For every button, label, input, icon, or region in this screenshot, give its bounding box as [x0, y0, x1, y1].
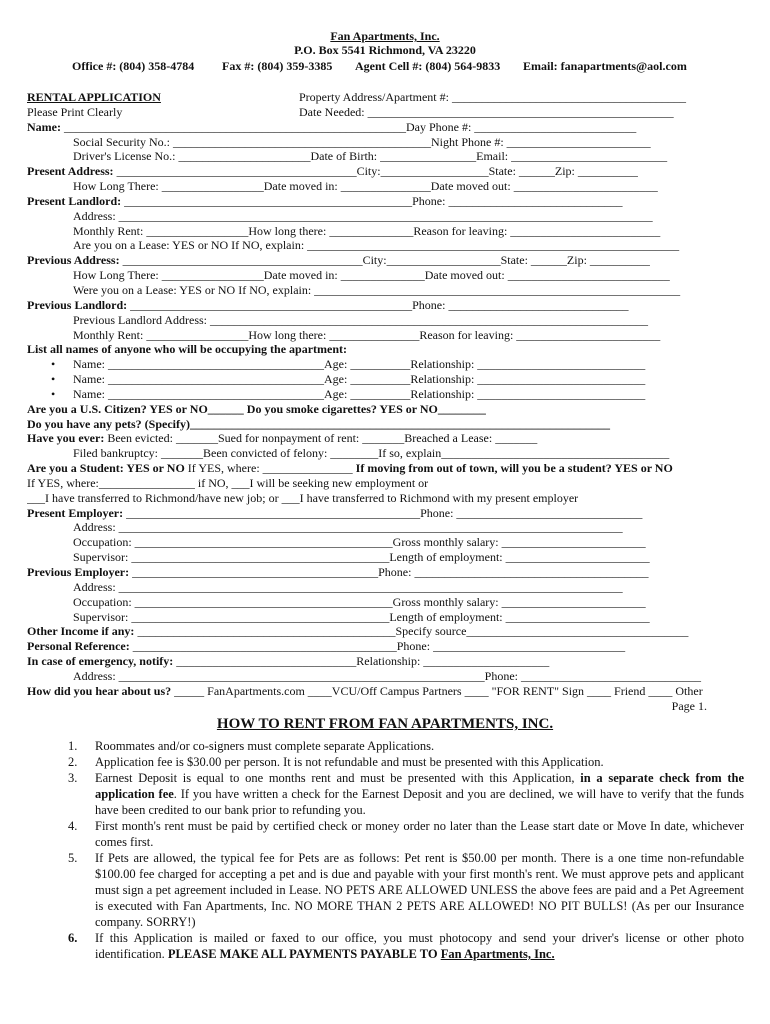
occupant-field: Name: ____________________________________Age: __________Relationship: ____________________________	[73, 357, 646, 372]
name-field[interactable]	[27, 120, 747, 135]
personal-reference-blanks: ____________________________________________Phone: ________________________________	[129, 639, 626, 654]
item-text-cont: . If you have written a check for the Earnest Deposit and you are declined, we will have to verify that the funds have been credited to our bank prior to refunding you.	[95, 787, 744, 817]
occupant-row[interactable]	[27, 387, 747, 402]
rental-application-form	[27, 90, 747, 713]
instructions-heading: HOW TO RENT FROM FAN APARTMENTS, INC.	[216, 716, 554, 732]
instruction-item	[68, 850, 744, 930]
occupant-field: Name: ____________________________________Age: __________Relationship: ____________________________	[73, 372, 646, 387]
referral-source-field[interactable]	[27, 684, 747, 699]
previous-landlord-address-field[interactable]: Previous Landlord Address: _________________________________________________________________________	[73, 312, 648, 327]
instruction-item	[68, 770, 744, 818]
personal-reference-field[interactable]	[27, 639, 747, 654]
payment-note: PLEASE MAKE ALL PAYMENTS PAYABLE TO	[167, 947, 441, 961]
other-income-field[interactable]	[27, 624, 747, 639]
hear-about-label: How did you hear about us?	[27, 683, 172, 698]
present-landlord-label: Present Landlord:	[27, 193, 122, 208]
history-field[interactable]	[27, 431, 747, 446]
present-landlord-field[interactable]	[27, 194, 747, 209]
have-you-ever-label: Have you ever:	[27, 431, 105, 446]
previous-employer-label: Previous Employer:	[27, 565, 130, 579]
present-address-field[interactable]	[27, 164, 747, 179]
print-clearly-row	[27, 105, 747, 120]
occupant-row[interactable]	[27, 372, 747, 387]
previous-how-long-field[interactable]: How Long There: _________________Date moved in: ______________Date moved out: ___________________________	[73, 268, 670, 283]
instruction-item	[68, 754, 744, 770]
referral-options: _____ FanApartments.com ____VCU/Off Campus Partners ____ "FOR RENT" Sign ____ Friend ____ Other	[171, 683, 703, 698]
occupant-row[interactable]	[27, 357, 747, 372]
previous-lease-field[interactable]: Were you on a Lease: YES or NO If NO, explain: _____________________________________________________________	[73, 282, 681, 297]
citizen-smoker-field[interactable]: Are you a U.S. Citizen? YES or NO______ Do you smoke cigarettes? YES or NO________	[27, 401, 486, 416]
instruction-item	[68, 930, 744, 962]
previous-address-blanks: ________________________________________City:___________________State: ______Zip: __________	[119, 253, 650, 268]
print-clearly-note: Please Print Clearly	[27, 104, 123, 119]
payee-name: Fan Apartments, Inc.	[440, 947, 555, 961]
previous-landlord-field[interactable]	[27, 298, 747, 313]
instruction-item	[68, 738, 744, 754]
present-employer-label: Present Employer:	[27, 505, 124, 520]
company-address: P.O. Box 5541 Richmond, VA 23220	[294, 43, 476, 57]
student-label: Are you a Student: YES or NO	[27, 461, 185, 476]
present-address-label: Present Address:	[27, 164, 114, 179]
emergency-blanks: ______________________________Relationship: _____________________	[173, 654, 550, 669]
present-address-blanks: ________________________________________City:__________________State: ______Zip: __________	[113, 164, 638, 179]
emergency-contact-field[interactable]	[27, 654, 747, 669]
landlord-address-field[interactable]: Address: _________________________________________________________________________________________	[73, 208, 653, 223]
bullet-icon: •	[51, 386, 56, 401]
name-label: Name:	[27, 119, 61, 134]
previous-supervisor-field[interactable]: Supervisor: ___________________________________________Length of employment: ________________________	[73, 609, 650, 624]
present-employer-field[interactable]	[27, 506, 747, 521]
item-number: 4.	[68, 819, 78, 833]
date-needed-field[interactable]: Date Needed: ___________________________________________________	[299, 104, 674, 119]
emergency-address-field[interactable]: Address: _____________________________________________________________Phone: ______________________________	[73, 668, 701, 683]
previous-address-label: Previous Address:	[27, 253, 120, 268]
present-employer-blanks: _________________________________________________Phone: _______________________________	[123, 505, 643, 520]
occupation-field[interactable]: Occupation: ___________________________________________Gross monthly salary: ________________________	[73, 535, 646, 550]
occupants-heading: List all names of anyone who will be occupying the apartment:	[27, 342, 348, 357]
item-number: 3.	[68, 771, 78, 785]
item-text: Application fee is $30.00 per person. It is not refundable and must be presented with this Application.	[95, 755, 604, 769]
company-name: Fan Apartments, Inc.	[330, 29, 440, 43]
transfer-field[interactable]: ___I have transferred to Richmond/have new job; or ___I have transferred to Richmond with my present employer	[27, 490, 579, 505]
instructions-list	[68, 738, 744, 962]
personal-reference-label: Personal Reference:	[27, 639, 130, 654]
item-number: 6.	[68, 931, 78, 945]
other-income-label: Other Income if any:	[27, 624, 135, 639]
item-number: 2.	[68, 755, 78, 769]
how-long-there-field[interactable]: How Long There: _________________Date moved in: _______________Date moved out: ________________________	[73, 179, 658, 194]
previous-monthly-rent-field[interactable]: Monthly Rent: _________________How long there: _______________Reason for leaving: ________________________	[73, 327, 661, 342]
item-text: Roommates and/or co-signers must complete separate Applications.	[95, 739, 435, 753]
agent-cell: Agent Cell #: (804) 564-9833	[355, 59, 501, 73]
supervisor-field[interactable]: Supervisor: ___________________________________________Length of employment: ________________________	[73, 550, 650, 565]
email: Email: fanapartments@aol.com	[523, 59, 687, 73]
property-address-field[interactable]: Property Address/Apartment #: _______________________________________	[299, 90, 686, 104]
student-field[interactable]	[27, 461, 747, 476]
name-blanks: _________________________________________________________Day Phone #: ___________________________	[60, 119, 637, 134]
other-income-blanks: ___________________________________________Specify source_____________________________________	[134, 624, 689, 639]
student-where: If YES, where: _______________	[184, 461, 356, 476]
lease-field[interactable]: Are you on a Lease: YES or NO If NO, explain: ______________________________________________________________	[73, 238, 680, 253]
item-text: Earnest Deposit is equal to one months rent and must be presented with this Application,	[95, 771, 581, 785]
office-phone: Office #: (804) 358-4784	[72, 59, 195, 73]
form-title-row	[27, 90, 747, 105]
item-text: First month's rent must be paid by certified check or money order no later than the Lease start date or Move In date, whichever comes first.	[95, 819, 744, 849]
moving-student-label: If moving from out of town, will you be a student? YES or NO	[355, 461, 673, 476]
previous-address-field[interactable]	[27, 253, 747, 268]
previous-employer-address-field[interactable]: Address: ____________________________________________________________________________________	[73, 579, 623, 594]
bankruptcy-field[interactable]: Filed bankruptcy: _______Been convicted of felony: ________If so, explain______________________________________	[73, 446, 670, 461]
employer-address-field[interactable]: Address: ____________________________________________________________________________________	[73, 520, 623, 535]
present-landlord-blanks: ________________________________________________Phone: _____________________________	[121, 193, 623, 208]
occupant-field: Name: ____________________________________Age: __________Relationship: ____________________________	[73, 386, 646, 401]
bullet-icon: •	[51, 357, 56, 372]
previous-employer-blanks: _________________________________________Phone: _______________________________________	[129, 565, 649, 579]
item-number: 1.	[68, 739, 78, 753]
instruction-item	[68, 818, 744, 850]
previous-occupation-field[interactable]: Occupation: ___________________________________________Gross monthly salary: ________________________	[73, 594, 646, 609]
item-number: 5.	[68, 851, 78, 865]
history-blanks: Been evicted: _______Sued for nonpayment of rent: _______Breached a Lease: _______	[104, 431, 538, 446]
previous-employer-field[interactable]	[27, 565, 747, 580]
previous-landlord-label: Previous Landlord:	[27, 297, 128, 312]
ssn-field[interactable]: Social Security No.: ___________________________________________Night Phone #: ________________________	[73, 134, 651, 149]
pets-field[interactable]: Do you have any pets? (Specify)______________________________________________________________________	[27, 416, 611, 431]
emergency-label: In case of emergency, notify:	[27, 654, 174, 669]
item-emphasis: in a separate check from the application fee	[95, 771, 745, 801]
license-field[interactable]: Driver's License No.: ______________________Date of Birth: ________________Email: __________________________	[73, 149, 668, 164]
monthly-rent-field[interactable]: Monthly Rent: _________________How long there: ______________Reason for leaving: _________________________	[73, 223, 661, 238]
fax-number: Fax #: (804) 359-3385	[222, 59, 333, 73]
previous-landlord-blanks: _______________________________________________Phone: ______________________________	[127, 297, 629, 312]
item-text: If this Application is mailed or faxed to our office, you must photocopy and send your driver's license or other photo identification.	[95, 931, 744, 961]
page-number: Page 1.	[671, 698, 707, 713]
item-text: If Pets are allowed, the typical fee for Pets are as follows: Pet rent is $50.00 per month. There is a one time non-refundable $100.00 fee charged for accepting a pet and is due and payable with your first month's rent. We must approve pets and applicant must sign a pet agreement included in Lease. NO PETS ARE ALLOWED UNLESS the above fees are paid and a Pet Agreement is executed with Fan Apartments, Inc. NO MORE THAN 2 PETS ARE ALLOWED! NO PIT BULLS! (As per our Insurance company. SORRY!)	[95, 851, 744, 929]
bullet-icon: •	[51, 372, 56, 387]
employment-plan-field[interactable]: If YES, where:________________ if NO, ___I will be seeking new employment or	[27, 475, 429, 490]
form-title: RENTAL APPLICATION	[27, 90, 161, 104]
